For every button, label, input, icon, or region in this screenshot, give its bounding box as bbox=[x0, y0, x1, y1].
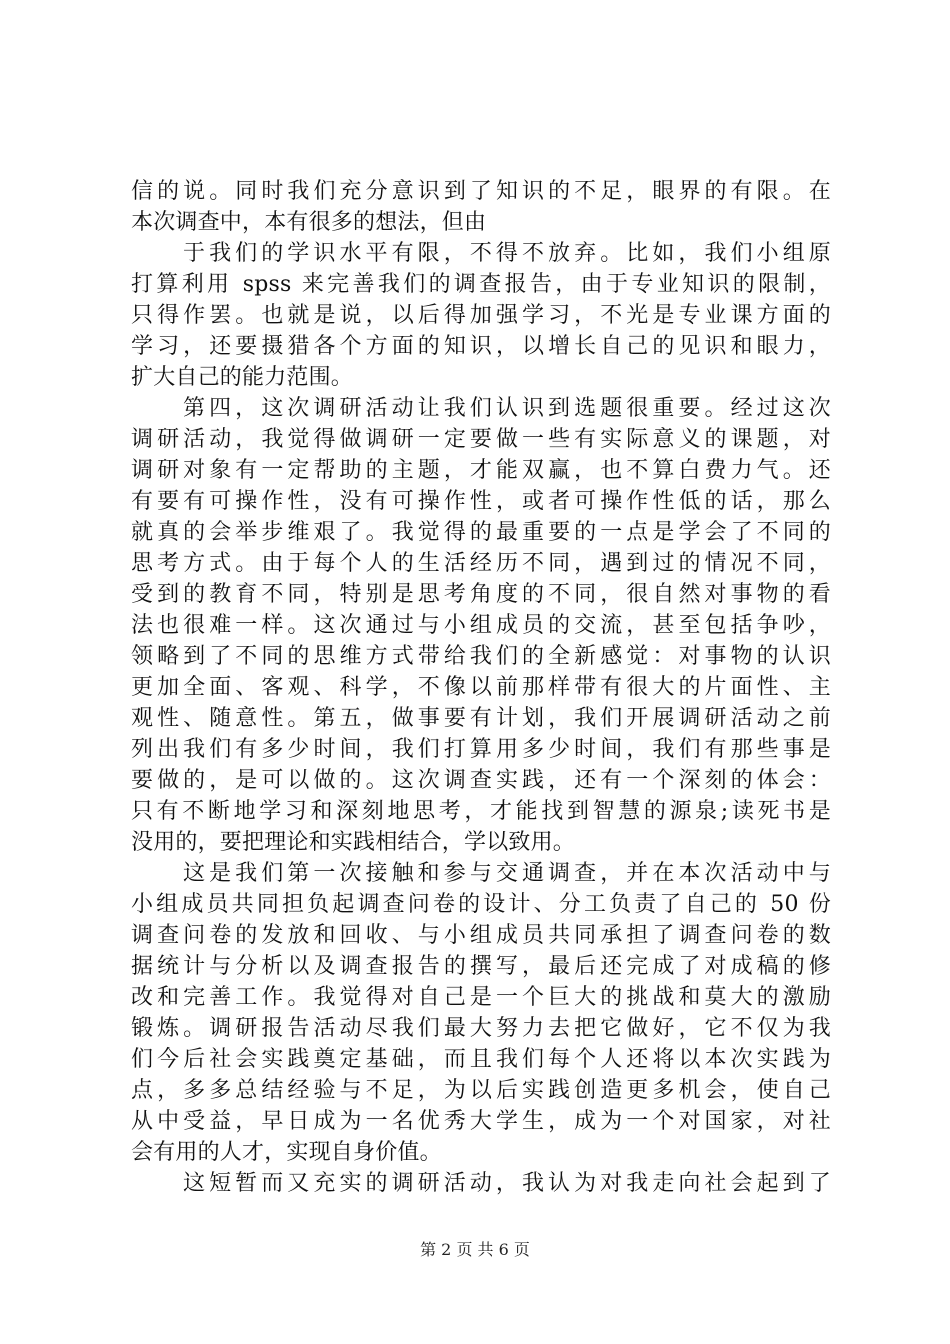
text-line: 据统计与分析以及调查报告的撰写，最后还完成了对成稿的修 bbox=[131, 954, 831, 979]
text-line: 于我们的学识水平有限，不得不放弃。比如，我们小组原 bbox=[183, 241, 831, 266]
text-line: 改和完善工作。我觉得对自己是一个巨大的挑战和莫大的激励 bbox=[131, 985, 831, 1010]
text-line: 信的说。同时我们充分意识到了知识的不足，眼界的有限。在 bbox=[131, 179, 831, 204]
text-line: 观性、随意性。第五，做事要有计划，我们开展调研活动之前 bbox=[131, 706, 831, 731]
document-body bbox=[131, 176, 831, 1199]
text-line: 本次调查中，本有很多的想法，但由 bbox=[131, 210, 487, 235]
text-line: 领略到了不同的思维方式带给我们的全新感觉：对事物的认识 bbox=[131, 644, 831, 669]
text-line: 调研对象有一定帮助的主题，才能双赢，也不算白费力气。还 bbox=[131, 458, 831, 483]
text-line: 第四，这次调研活动让我们认识到选题很重要。经过这次 bbox=[183, 396, 831, 421]
text-line: 从中受益，早日成为一名优秀大学生，成为一个对国家，对社 bbox=[131, 1109, 831, 1134]
text-line: 思考方式。由于每个人的生活经历不同，遇到过的情况不同， bbox=[131, 551, 831, 576]
text-line: 没用的，要把理论和实践相结合，学以致用。 bbox=[131, 830, 576, 855]
text-line: 扩大自己的能力范围。 bbox=[131, 365, 354, 390]
text-line: 打算利用 spss 来完善我们的调查报告，由于专业知识的限制， bbox=[131, 272, 831, 297]
text-line: 受到的教育不同，特别是思考角度的不同，很自然对事物的看 bbox=[131, 582, 831, 607]
text-line: 这短暂而又充实的调研活动，我认为对我走向社会起到了 bbox=[183, 1171, 831, 1196]
text-line: 们今后社会实践奠定基础，而且我们每个人还将以本次实践为 bbox=[131, 1047, 831, 1072]
text-line: 调研活动，我觉得做调研一定要做一些有实际意义的课题，对 bbox=[131, 427, 831, 452]
text-line: 学习，还要摄猎各个方面的知识，以增长自己的见识和眼力， bbox=[131, 334, 831, 359]
text-line: 有要有可操作性，没有可操作性，或者可操作性低的话，那么 bbox=[131, 489, 831, 514]
text-line: 小组成员共同担负起调查问卷的设计、分工负责了自己的 50 份 bbox=[131, 892, 831, 917]
text-line: 就真的会举步维艰了。我觉得的最重要的一点是学会了不同的 bbox=[131, 520, 831, 545]
text-line: 会有用的人才，实现自身价值。 bbox=[131, 1140, 442, 1165]
text-line: 只有不断地学习和深刻地思考，才能找到智慧的源泉;读死书是 bbox=[131, 799, 831, 824]
text-line: 锻炼。调研报告活动尽我们最大努力去把它做好，它不仅为我 bbox=[131, 1016, 831, 1041]
text-line: 列出我们有多少时间，我们打算用多少时间，我们有那些事是 bbox=[131, 737, 831, 762]
text-line: 要做的，是可以做的。这次调查实践，还有一个深刻的体会： bbox=[131, 768, 831, 793]
text-line: 这是我们第一次接触和参与交通调查，并在本次活动中与 bbox=[183, 861, 831, 886]
text-line: 点，多多总结经验与不足，为以后实践创造更多机会，使自己 bbox=[131, 1078, 831, 1103]
text-line: 法也很难一样。这次通过与小组成员的交流，甚至包括争吵， bbox=[131, 613, 831, 638]
text-line: 调查问卷的发放和回收、与小组成员共同承担了调查问卷的数 bbox=[131, 923, 831, 948]
page-footer: 第 2 页 共 6 页 bbox=[420, 1240, 530, 1259]
text-line: 只得作罢。也就是说，以后得加强学习，不光是专业课方面的 bbox=[131, 303, 831, 328]
text-line: 更加全面、客观、科学，不像以前那样带有很大的片面性、主 bbox=[131, 675, 831, 700]
